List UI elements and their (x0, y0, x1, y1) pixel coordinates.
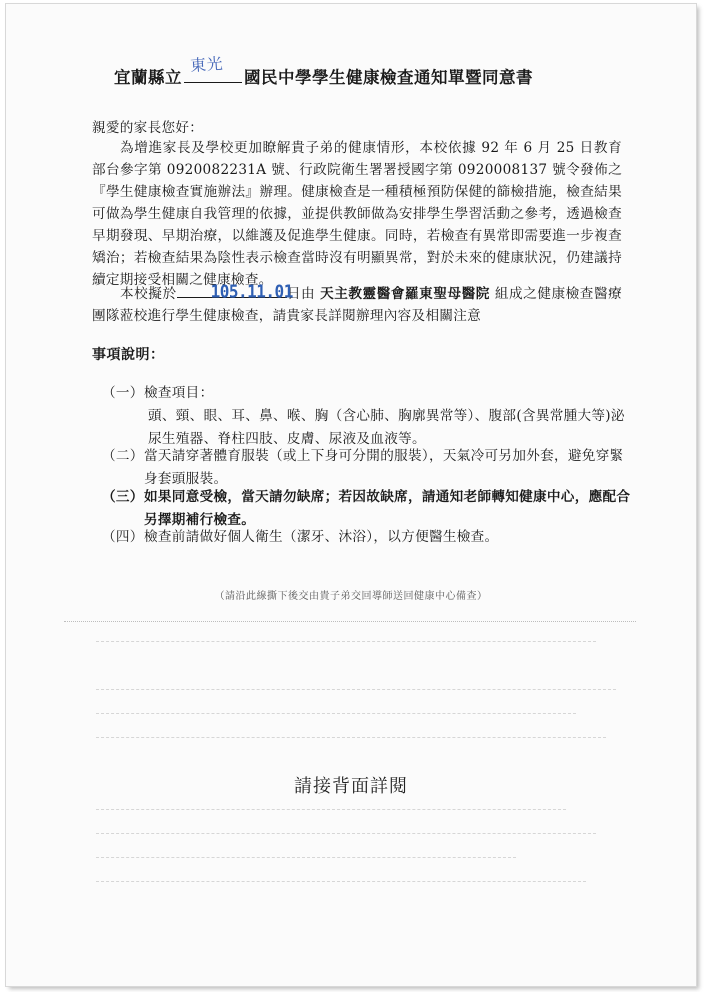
bleed-line (96, 689, 616, 690)
school-name-blank (184, 53, 242, 83)
date-blank (177, 281, 293, 302)
bleed-line (96, 833, 596, 834)
notes-title: 事項說明： (92, 347, 165, 363)
bleed-through-area (66, 619, 646, 979)
schedule-mid: 日由 (286, 286, 316, 302)
document-page (6, 4, 696, 986)
bleed-line (96, 881, 586, 882)
document-title (114, 53, 634, 88)
item-number: （二） (102, 448, 144, 464)
item-number: （四） (102, 529, 144, 545)
schedule-paragraph (92, 281, 622, 327)
bleed-line (96, 809, 566, 810)
title-prefix: 宜蘭縣立 (114, 68, 182, 87)
bleed-line (96, 737, 606, 738)
item-text: 如果同意受檢，當天請勿缺席；若因故缺席，請通知老師轉知健康中心，應配合另擇期補行檢查。 (144, 489, 631, 528)
date-stamp: 105.11.01 (210, 281, 293, 302)
title-suffix: 國民中學學生健康檢查通知單暨同意書 (244, 68, 533, 87)
bleed-line (96, 857, 516, 858)
hospital-name: 天主教靈醫會羅東聖母醫院 (320, 286, 490, 302)
note-item-1 (102, 382, 632, 451)
bleed-line (96, 713, 576, 714)
note-item-2 (102, 445, 632, 491)
note-item-4 (102, 526, 632, 549)
greeting: 親愛的家長您好： (92, 120, 204, 136)
tear-line-note: （請沿此線撕下後交由貴子弟交回導師送回健康中心備查） (214, 591, 488, 602)
bleed-line (96, 641, 596, 642)
item-number: （一） (102, 385, 144, 401)
item-text: 檢查項目： (144, 385, 214, 401)
item-detail: 頭、頸、眼、耳、鼻、喉、胸（含心肺、胸廓異常等）、腹部(含異常腫大等)泌尿生殖器、脊柱四肢、皮膚、尿液及血液等。 (148, 408, 625, 447)
school-name-handwritten: 東光 (189, 53, 224, 76)
schedule-after: 組成之健康檢查醫療團隊蒞校進行學生健康檢查，請貴家長詳閱辦理內容及相關注意 (92, 286, 622, 324)
schedule-before: 本校擬於 (120, 286, 177, 302)
see-back-note: 請接背面詳閱 (294, 776, 408, 797)
item-text: 檢查前請做好個人衛生（潔牙、沐浴），以方便醫生檢查。 (144, 529, 499, 545)
intro-paragraph: 為增進家長及學校更加瞭解貴子弟的健康情形，本校依據 92 年 6 月 25 日教育部台參字第 0920082231A 號、行政院衛生署署授國字第 0920008137 號令發佈之『學生健康檢查實施辦法』辦理。健康檢查是一種積極預防保健的篩檢措施，檢查結果可做為學生健康自我管理的依據，並提供教師做為安排學生學習活動之參考，透過檢查早期發現、早期治療，以維護及促進學生健康。同時，若檢查有異常即需要進一步複查矯治；若檢查結果為陰性表示檢查當時沒有明顯異常，對於未來的健康狀況，仍建議持續定期接受相關之健康檢查。 (92, 140, 622, 288)
item-number: （三） (102, 489, 144, 505)
item-text: 當天請穿著體育服裝（或上下身可分開的服裝），天氣冷可另加外套，避免穿緊身套頭服裝。 (144, 448, 624, 487)
